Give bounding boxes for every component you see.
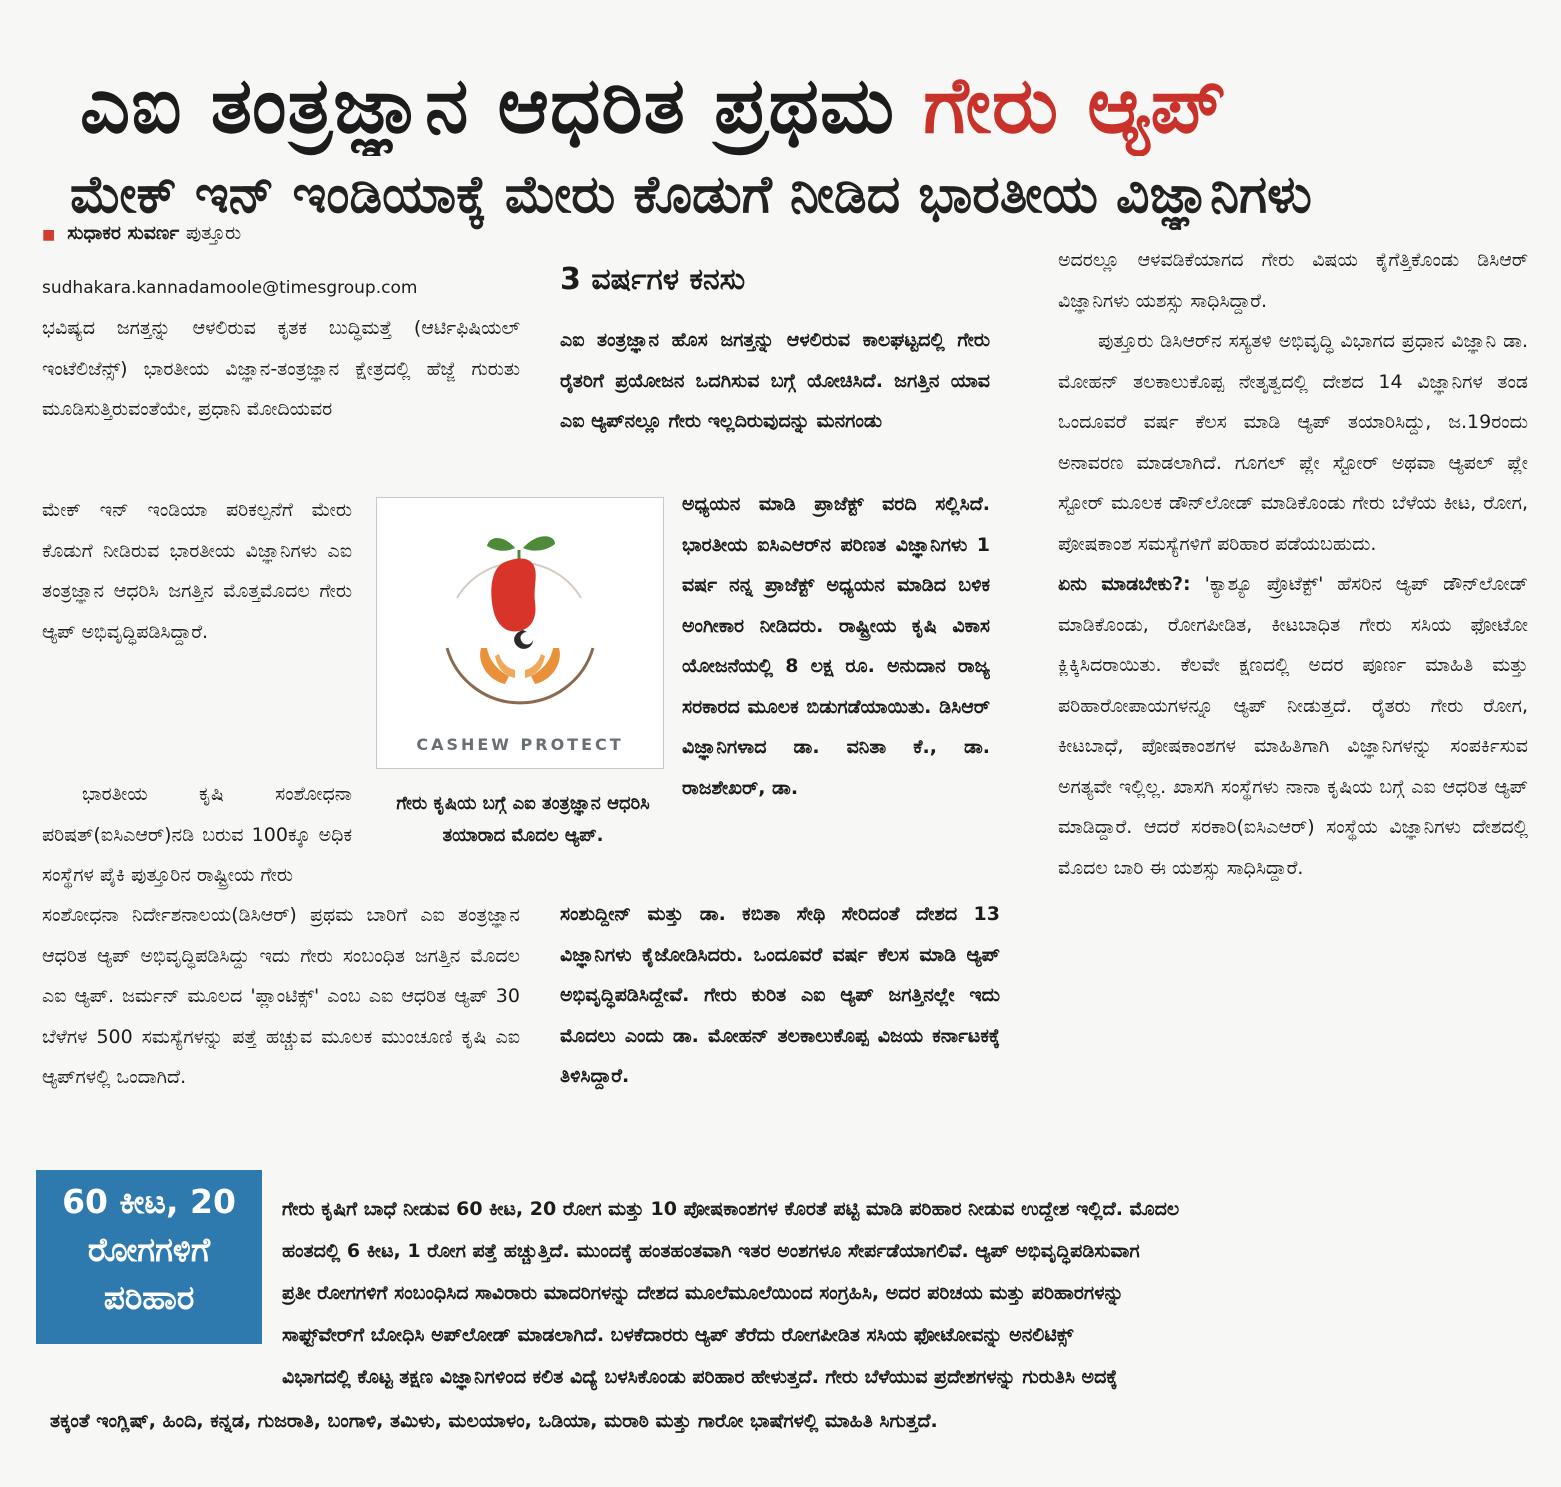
column3-para1: ಪುತ್ತೂರು ಡಿಸಿಆರ್‌ನ ಸಸ್ಯತಳಿ ಅಭಿವೃದ್ಧಿ ವಿಭಾಗದ ಪ್ರಧಾನ ವಿಜ್ಞಾನಿ ಡಾ. ಮೋಹನ್ ತಲಕಾಲುಕೊಪ್ಪ ನೇತೃತ್ವದಲ್ಲಿ ದೇಶದ 14 ವಿಜ್ಞಾನಿಗಳ ತಂಡ ಒಂದೂವರೆ ವರ್ಷ ಕೆಲಸ ಮಾಡಿ ಆ್ಯಪ್ ತಯಾರಿಸಿದ್ದು, ಜ.19ರಂದು ಅನಾವರಣ ಮಾಡಲಾಗಿದೆ. ಗೂಗಲ್ ಪ್ಲೇ ಸ್ಟೋರ್ ಅಥವಾ ಆ್ಯಪಲ್ ಪ್ಲೇ ಸ್ಟೋರ್ ಮೂಲಕ ಡೌನ್‌ಲೋಡ್ ಮಾಡಿಕೊಂಡು ಗೇರು ಬೆಳೆಯ ಕೀಟ, ರೋಗ, ಪೋಷಕಾಂಶ ಸಮಸ್ಯೆಗಳಿಗೆ ಪರಿಹಾರ ಪಡೆಯಬಹುದು. (1058, 330, 1528, 555)
cashew-logo-image (377, 498, 663, 768)
bottom-line: ಪ್ರತೀ ರೋಗಗಳಿಗೆ ಸಂಬಂಧಿಸಿದ ಸಾವಿರಾರು ಮಾದರಿಗಳನ್ನು ದೇಶದ ಮೂಲೆಮೂಲೆಯಿಂದ ಸಂಗ್ರಹಿಸಿ, ಅದರ ಪರಿಚಯ ಮತ್ತು ಪರಿಹಾರಗಳನ್ನು (282, 1282, 1124, 1304)
column3-para2-lead: ಏನು ಮಾಡಬೇಕು?: (1058, 573, 1191, 595)
bottom-line: ವಿಭಾಗದಲ್ಲಿ ಕೊಟ್ಟ ತಕ್ಷಣ ವಿಜ್ಞಾನಿಗಳಿಂದ ಕಲಿತ ವಿದ್ಯೆ ಬಳಸಿಕೊಂಡು ಪರಿಹಾರ ಹೇಳುತ್ತದೆ. ಗೇರು ಬೆಳೆಯುವ ಪ್ರದೇಶಗಳನ್ನು ಗುರುತಿಸಿ ಅದಕ್ಕೆ (282, 1366, 1118, 1388)
byline-place: ಪುತ್ತೂರು (185, 222, 242, 244)
author-email: sudhakara.kannadamoole@timesgroup.com (42, 278, 418, 298)
bottom-last-line: ತಕ್ಕಂತೆ ಇಂಗ್ಲಿಷ್, ಹಿಂದಿ, ಕನ್ನಡ, ಗುಜರಾತಿ, ಬಂಗಾಳಿ, ತಮಿಳು, ಮಲಯಾಳಂ, ಒಡಿಯಾ, ಮರಾಠಿ ಮತ್ತು ಗಾರೋ ಭಾಷೆಗಳಲ್ಲಿ ಮಾಹಿತಿ ಸಿಗುತ್ತದೆ. (50, 1410, 938, 1432)
column2-para-wide: ಎಐ ತಂತ್ರಜ್ಞಾನ ಹೊಸ ಜಗತ್ತನ್ನು ಆಳಲಿರುವ ಕಾಲಘಟ್ಟದಲ್ಲಿ ಗೇರು ರೈತರಿಗೆ ಪ್ರಯೋಜನ ಒದಗಿಸುವ ಬಗ್ಗೆ ಯೋಚಿಸಿದೆ. ಜಗತ್ತಿನ ಯಾವ ಎಐ ಆ್ಯಪ್‌ನಲ್ಲೂ ಗೇರು ಇಲ್ಲದಿರುವುದನ್ನು ಮನಗಂಡು (560, 329, 990, 432)
column3-para2: ಏನು ಮಾಡಬೇಕು?: 'ಕ್ಯಾಶ್ಯೂ ಪ್ರೊಟೆಕ್ಟ್' ಹೆಸರಿನ ಆ್ಯಪ್ ಡೌನ್‌ಲೋಡ್ ಮಾಡಿಕೊಂಡು, ರೋಗಪೀಡಿತ, ಕೀಟಬಾಧಿತ ಗೇರು ಸಸಿಯ ಫೋಟೋ ಕ್ಲಿಕ್ಕಿಸಿದರಾಯಿತು. ಕೆಲವೇ ಕ್ಷಣದಲ್ಲಿ ಅದರ ಪೂರ್ಣ ಮಾಹಿತಿ ಮತ್ತು ಪರಿಹಾರೋಪಾಯಗಳನ್ನೂ ಆ್ಯಪ್ ನೀಡುತ್ತದೆ. ರೈತರು ಗೇರು ರೋಗ, ಕೀಟಬಾಧೆ, ಪೋಷಕಾಂಶಗಳ ಮಾಹಿತಿಗಾಗಿ ವಿಜ್ಞಾನಿಗಳನ್ನು ಸಂಪರ್ಕಿಸುವ ಅಗತ್ಯವೇ ಇಲ್ಲಿಲ್ಲ. ಖಾಸಗಿ ಸಂಸ್ಥೆಗಳು ನಾನಾ ಕೃಷಿಯ ಬಗ್ಗೆ ಎಐ ಆಧರಿತ ಆ್ಯಪ್ ಮಾಡಿದ್ದಾರೆ. ಆದರೆ ಸರಕಾರಿ(ಐಸಿಎಆರ್) ಸಂಸ್ಥೆಯ ವಿಜ್ಞಾನಿಗಳು ದೇಶದಲ್ಲಿ ಮೊದಲ ಬಾರಿ ಈ ಯಶಸ್ಸು ಸಾಧಿಸಿದ್ದಾರೆ. (1058, 573, 1528, 879)
column1-para1-narrow: ಮೇಕ್ ಇನ್ ಇಂಡಿಯಾ ಪರಿಕಲ್ಪನೆಗೆ ಮೇರು ಕೊಡುಗೆ ನೀಡಿರುವ ಭಾರತೀಯ ವಿಜ್ಞಾನಿಗಳು ಎಐ ತಂತ್ರಜ್ಞಾನ ಆಧರಿಸಿ ಜಗತ್ತಿನ ಮೊತ್ತಮೊದಲ ಗೇರು ಆ್ಯಪ್ ಅಭಿವೃದ್ಧಿಪಡಿಸಿದ್ದಾರೆ. (42, 499, 352, 643)
column1-para2-wide: ಸಂಶೋಧನಾ ನಿರ್ದೇಶನಾಲಯ(ಡಿಸಿಆರ್) ಪ್ರಥಮ ಬಾರಿಗೆ ಎಐ ತಂತ್ರಜ್ಞಾನ ಆಧರಿತ ಆ್ಯಪ್ ಅಭಿವೃದ್ಧಿಪಡಿಸಿದ್ದು ಇದು ಗೇರು ಸಂಬಂಧಿತ ಜಗತ್ತಿನ ಮೊದಲ ಎಐ ಆ್ಯಪ್. ಜರ್ಮನ್ ಮೂಲದ 'ಪ್ಲಾಂಟಿಕ್ಸ್' ಎಂಬ ಎಐ ಆಧರಿತ ಆ್ಯಪ್ 30 ಬೆಳೆಗಳ 500 ಸಮಸ್ಯೆಗಳನ್ನು ಪತ್ತೆ ಹಚ್ಚುವ ಮೂಲಕ ಮುಂಚೂಣಿ ಕೃಷಿ ಎಐ ಆ್ಯಪ್‌ಗಳಲ್ಲಿ ಒಂದಾಗಿದೆ. (42, 904, 520, 1088)
logo-brand-text: CASHEW PROTECT (416, 735, 624, 754)
bottom-line: ಸಾಫ್ಟ್‌ವೇರ್‌ಗೆ ಬೋಧಿಸಿ ಅಪ್‌ಲೋಡ್ ಮಾಡಲಾಗಿದೆ. ಬಳಕೆದಾರರು ಆ್ಯಪ್ ತೆರೆದು ರೋಗಪೀಡಿತ ಸಸಿಯ ಫೋಟೋವನ್ನು ಅನಲಿಟಿಕ್ಸ್ (282, 1324, 1074, 1346)
highlight-box (36, 1170, 262, 1344)
column3 (1058, 240, 1528, 1155)
bottom-block (282, 1188, 1522, 1398)
headline-black: ಎಐ ತಂತ್ರಜ್ಞಾನ ಆಧರಿತ ಪ್ರಥಮ (80, 61, 924, 151)
highlight-line2: ರೋಗಗಳಿಗೆ (87, 1230, 211, 1269)
column1-para2-narrow: ಭಾರತೀಯ ಕೃಷಿ ಸಂಶೋಧನಾ ಪರಿಷತ್(ಐಸಿಎಆರ್)ನಡಿ ಬರುವ 100ಕ್ಕೂ ಅಧಿಕ ಸಂಸ್ಥೆಗಳ ಪೈಕಿ ಪುತ್ತೂರಿನ ರಾಷ್ಟ್ರೀಯ ಗೇರು (42, 783, 352, 886)
byline (42, 222, 241, 244)
bottom-line: ಹಂತದಲ್ಲಿ 6 ಕೀಟ, 1 ರೋಗ ಪತ್ತೆ ಹಚ್ಚುತ್ತಿದೆ. ಮುಂದಕ್ಕೆ ಹಂತಹಂತವಾಗಿ ಇತರ ಅಂಶಗಳೂ ಸೇರ್ಪಡೆಯಾಗಲಿವೆ. ಆ್ಯಪ್ ಅಭಿವೃದ್ಧಿಪಡಿಸುವಾಗ (282, 1240, 1140, 1262)
highlight-line3: ಪರಿಹಾರ (103, 1278, 195, 1317)
author-name: ಸುಧಾಕರ ಸುವರ್ಣ (67, 222, 180, 244)
column1-para1-top: ಭವಿಷ್ಯದ ಜಗತ್ತನ್ನು ಆಳಲಿರುವ ಕೃತಕ ಬುದ್ಧಿಮತ್ತೆ (ಆರ್ಟಿಫಿಷಿಯಲ್ ಇಂಟೆಲಿಜೆನ್ಸ್) ಭಾರತೀಯ ವಿಜ್ಞಾನ-ತಂತ್ರಜ್ಞಾನ ಕ್ಷೇತ್ರದಲ್ಲಿ ಹೆಜ್ಜೆ ಗುರುತು ಮೂಡಿಸುತ್ತಿರುವಂತೆಯೇ, ಪ್ರಧಾನಿ ಮೋದಿಯವರ (42, 317, 520, 420)
column3-para0: ಅದರಲ್ಲೂ ಆಳವಡಿಕೆಯಾಗದ ಗೇರು ವಿಷಯ ಕೈಗೆತ್ತಿಕೊಂಡು ಡಿಸಿಆರ್ ವಿಜ್ಞಾನಿಗಳು ಯಶಸ್ಸು ಸಾಧಿಸಿದ್ದಾರೆ. (1058, 249, 1528, 312)
headline (80, 56, 1500, 156)
column2-para-narrow: ಅಧ್ಯಯನ ಮಾಡಿ ಪ್ರಾಜೆಕ್ಟ್ ವರದಿ ಸಲ್ಲಿಸಿದೆ. ಭಾರತೀಯ ಐಸಿಎಆರ್‌ನ ಪರಿಣತ ವಿಜ್ಞಾನಿಗಳು 1 ವರ್ಷ ನನ್ನ ಪ್ರಾಜೆಕ್ಟ್ ಅಧ್ಯಯನ ಮಾಡಿದ ಬಳಿಕ ಅಂಗೀಕಾರ ನೀಡಿದರು. ರಾಷ್ಟ್ರೀಯ ಕೃಷಿ ವಿಕಾಸ ಯೋಜನೆಯಲ್ಲಿ 8 ಲಕ್ಷ ರೂ. ಅನುದಾನ ರಾಜ್ಯ ಸರಕಾರದ ಮೂಲಕ ಬಿಡುಗಡೆಯಾಯಿತು. ಡಿಸಿಆರ್ ವಿಜ್ಞಾನಿಗಳಾದ ಡಾ. ವನಿತಾ ಕೆ., ಡಾ. ರಾಜಶೇಖರ್, ಡಾ. (682, 493, 990, 799)
highlight-line1: 60 ಕೀಟ, 20 (62, 1182, 236, 1221)
bottom-line: ಗೇರು ಕೃಷಿಗೆ ಬಾಧೆ ನೀಡುವ 60 ಕೀಟ, 20 ರೋಗ ಮತ್ತು 10 ಪೋಷಕಾಂಶಗಳ ಕೊರತೆ ಪಟ್ಟಿ ಮಾಡಿ ಪರಿಹಾರ ನೀಡುವ ಉದ್ದೇಶ ಇಲ್ಲಿದೆ. ಮೊದಲ (282, 1198, 1180, 1220)
subheadline: ಮೇಕ್ ಇನ್ ಇಂಡಿಯಾಕ್ಕೆ ಮೇರು ಕೊಡುಗೆ ನೀಡಿದ ಭಾರತೀಯ ವಿಜ್ಞಾನಿಗಳು (70, 165, 1312, 225)
section-subheading: 3 ವರ್ಷಗಳ ಕನಸು (560, 262, 746, 297)
column2-para-wide2: ಸಂಶುದ್ದೀನ್ ಮತ್ತು ಡಾ. ಕಬಿತಾ ಸೇಥಿ ಸೇರಿದಂತೆ ದೇಶದ 13 ವಿಜ್ಞಾನಿಗಳು ಕೈಜೋಡಿಸಿದರು. ಒಂದೂವರೆ ವರ್ಷ ಕೆಲಸ ಮಾಡಿ ಆ್ಯಪ್ ಅಭಿವೃದ್ಧಿಪಡಿಸಿದ್ದೇವೆ. ಗೇರು ಕುರಿತ ಎಐ ಆ್ಯಪ್ ಜಗತ್ತಿನಲ್ಲೇ ಇದು ಮೊದಲು ಎಂದು ಡಾ. ಮೋಹನ್ ತಲಕಾಲುಕೊಪ್ಪ ವಿಜಯ ಕರ್ನಾಟಕಕ್ಕೆ ತಿಳಿಸಿದ್ದಾರೆ. (560, 903, 1000, 1087)
photo-caption: ಗೇರು ಕೃಷಿಯ ಬಗ್ಗೆ ಎಐ ತಂತ್ರಜ್ಞಾನ ಆಧರಿಸಿ ತಯಾರಾದ ಮೊದಲ ಆ್ಯಪ್. (396, 793, 650, 846)
bullet-icon: ■ (42, 227, 56, 243)
cashew-protect-logo (376, 497, 664, 769)
headline-red: ಗೇರು ಆ್ಯಪ್ (923, 61, 1227, 151)
